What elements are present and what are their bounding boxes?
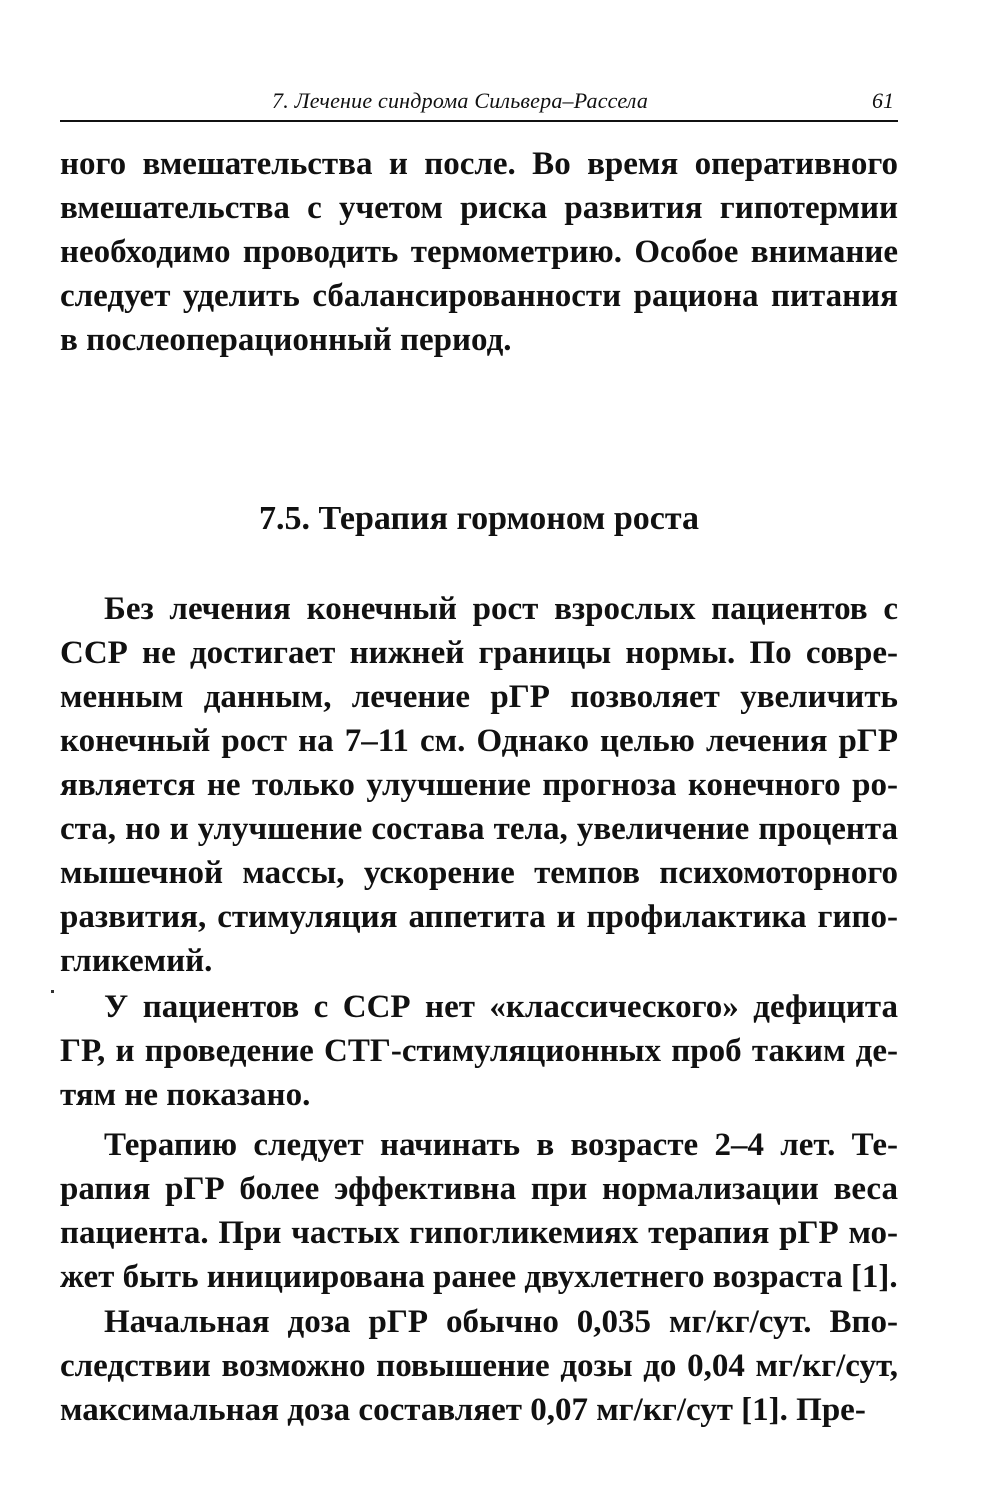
page-number: 61 [872, 88, 894, 113]
body-paragraph: Без лечения конечный рост взрослых пациентов с ССР не достигает нижней границы нормы. По современным данным, лечение рГР позволяет увеличить конечный рост на 7–11 см. Однако целью лечения рГР является не только улучшение прогноза конечного роста, но и улучшение состава тела, увеличение процента мышечной массы, ускорение темпов психомоторного развития, стимуляция аппетита и профилактика гипогликемий. [60, 591, 898, 979]
intro-paragraph: ного вмешательства и после. Во время оперативного вмешательства с учетом риска развития гипотермии необходимо проводить термометрию. Особое внимание следует уделить сбалансированности рациона питания в послеоперационный период. [60, 146, 898, 358]
body-paragraph: Терапию следует начинать в возрасте 2–4 лет. Терапия рГР более эффективна при нормализации веса пациента. При частых гипогликемиях терапия рГР может быть инициирована ранее двухлетнего возраста [1]. [60, 1127, 898, 1295]
body-paragraph: Начальная доза рГР обычно 0,035 мг/кг/сут. Впоследствии возможно повышение дозы до 0,04 мг/кг/сут, максимальная доза составляет 0,07 мг/кг/сут [1]. Пре- [60, 1304, 898, 1428]
running-header [60, 80, 898, 122]
book-page [60, 0, 898, 1508]
print-speck [51, 990, 54, 993]
section-heading: 7.5. Терапия гормоном роста [259, 500, 699, 537]
running-title: 7. Лечение синдрома Сильвера–Рассела [272, 88, 649, 113]
body-paragraph: У пациентов с ССР нет «классического» дефицита ГР, и проведение СТГ-стимуляционных проб таким детям не показано. [60, 989, 898, 1113]
